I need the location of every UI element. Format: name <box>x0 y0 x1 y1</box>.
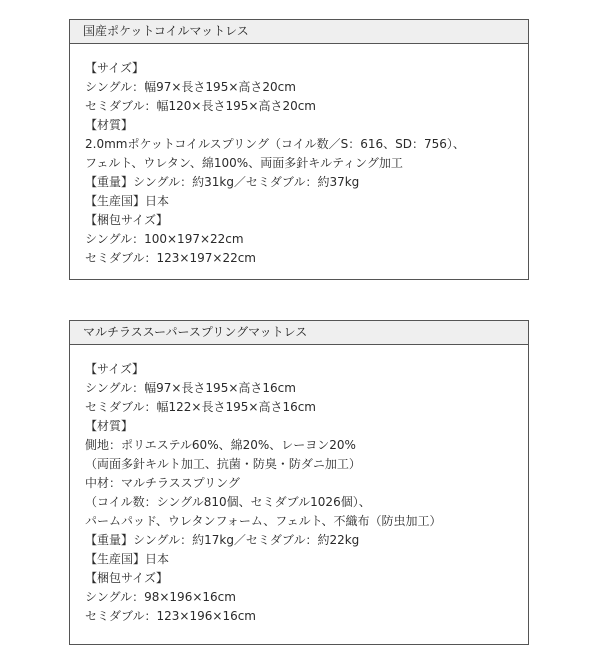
spec-line-package-heading: 【梱包サイズ】 <box>85 571 169 585</box>
spec-table-multi-spring <box>69 320 529 645</box>
spec-line-single-size: シングル：幅97×長さ195×高さ16cm <box>85 381 296 395</box>
spec-table-title: マルチラススーパースプリングマットレス <box>70 321 528 345</box>
spec-line-package-heading: 【梱包サイズ】 <box>85 213 169 227</box>
spec-line-package-single: シングル：98×196×16cm <box>85 590 236 604</box>
spec-line-material-spring: 2.0mmポケットコイルスプリング（コイル数／S：616、SD：756）、 <box>85 137 465 151</box>
spec-line-weight: 【重量】シングル：約31kg／セミダブル：約37kg <box>85 175 360 189</box>
spec-line-size-heading: 【サイズ】 <box>85 61 145 75</box>
spec-table-title: 国産ポケットコイルマットレス <box>70 20 528 44</box>
spec-line-material-cover-treatment: （両面多針キルト加工、抗菌・防臭・防ダニ加工） <box>85 457 361 471</box>
spec-line-coil-count: （コイル数：シングル810個、セミダブル1026個）、 <box>85 495 371 509</box>
spec-line-size-heading: 【サイズ】 <box>85 362 145 376</box>
spec-line-package-semidouble: セミダブル：123×196×16cm <box>85 609 256 623</box>
spec-line-material-fabric: フェルト、ウレタン、綿100%、両面多針キルティング加工 <box>85 156 403 170</box>
spec-line-semidouble-size: セミダブル：幅122×長さ195×高さ16cm <box>85 400 316 414</box>
spec-line-semidouble-size: セミダブル：幅120×長さ195×高さ20cm <box>85 99 316 113</box>
spec-line-package-semidouble: セミダブル：123×197×22cm <box>85 251 256 265</box>
spec-line-origin: 【生産国】日本 <box>85 194 170 208</box>
spec-line-single-size: シングル：幅97×長さ195×高さ20cm <box>85 80 296 94</box>
spec-line-material-layers: パームパッド、ウレタンフォーム、フェルト、不織布（防虫加工） <box>85 514 442 528</box>
spec-line-material-heading: 【材質】 <box>85 419 134 433</box>
spec-line-material-cover: 側地：ポリエステル60%、綿20%、レーヨン20% <box>85 438 356 452</box>
spec-line-material-heading: 【材質】 <box>85 118 134 132</box>
spec-line-weight: 【重量】シングル：約17kg／セミダブル：約22kg <box>85 533 360 547</box>
spec-line-material-core: 中材：マルチラススプリング <box>85 476 240 490</box>
spec-table-pocket-coil <box>69 19 529 280</box>
spec-table-body <box>70 44 528 268</box>
spec-table-body <box>70 345 528 626</box>
spec-line-package-single: シングル：100×197×22cm <box>85 232 244 246</box>
spec-line-origin: 【生産国】日本 <box>85 552 170 566</box>
